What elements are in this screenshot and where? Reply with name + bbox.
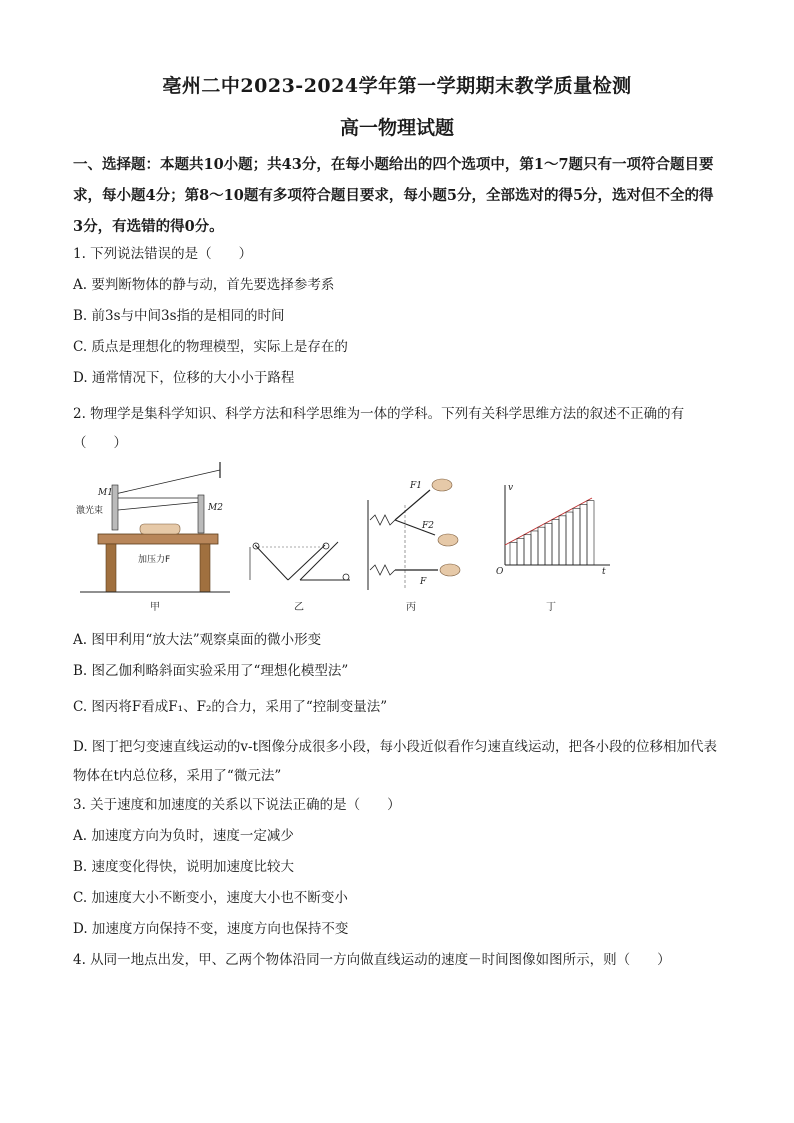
label-f2: F2 <box>422 521 434 531</box>
vt-strip <box>531 531 538 565</box>
question-3-option-d: D. 加速度方向保持不变，速度方向也保持不变 <box>73 921 349 937</box>
vt-strip <box>580 504 587 565</box>
question-1-option-c: C. 质点是理想化的物理模型，实际上是存在的 <box>73 339 348 355</box>
question-2-option-b: B. 图乙伽利略斜面实验采用了“理想化模型法” <box>73 663 349 679</box>
question-3-option-b: B. 速度变化得快，说明加速度比较大 <box>73 859 295 875</box>
vt-strip <box>538 527 545 565</box>
question-2-option-c: C. 图丙将F看成F₁、F₂的合力，采用了“控制变量法” <box>73 699 388 715</box>
question-2-option-d: D. 图丁把匀变速直线运动的v-t图像分成很多小段，每小段近似看作匀速直线运动，把各小段的位移相加代表物体在t内总位移，采用了“微元法” <box>73 739 718 784</box>
caption-yi: 乙 <box>294 602 304 613</box>
question-2-stem: 2. 物理学是集科学知识、科学方法和科学思维为一体的学科。下列有关科学思维方法的叙述不正确的有（ ） <box>73 406 685 451</box>
vt-strip <box>524 535 531 565</box>
figure-jia <box>76 462 230 613</box>
question-1-stem: 1. 下列说法错误的是（ ） <box>73 246 253 262</box>
label-f: F <box>420 577 427 587</box>
figure-ding <box>496 483 610 613</box>
exam-subtitle: 高一物理试题 <box>339 117 454 139</box>
vt-strip <box>552 520 559 565</box>
question-3-option-a: A. 加速度方向为负时，速度一定减少 <box>73 828 294 844</box>
caption-ding: 丁 <box>546 602 556 613</box>
question-1-option-b: B. 前3s与中间3s指的是相同的时间 <box>73 308 285 324</box>
label-force: 加压力F <box>138 555 171 565</box>
caption-bing: 丙 <box>406 602 416 613</box>
label-m1: M1 <box>98 488 113 498</box>
figure-yi <box>250 542 350 613</box>
question-4-stem: 4. 从同一地点出发，甲、乙两个物体沿同一方向做直线运动的速度－时间图像如图所示，则（ ） <box>73 952 671 968</box>
question-2-figure <box>70 450 630 620</box>
vt-strip <box>559 516 566 565</box>
caption-jia: 甲 <box>150 602 160 613</box>
label-o: O <box>496 567 504 577</box>
figure-bing <box>368 479 460 613</box>
question-1-option-d: D. 通常情况下，位移的大小小于路程 <box>73 370 295 386</box>
exam-title: 亳州二中2023-2024学年第一学期期末教学质量检测 <box>162 75 632 97</box>
label-m2: M2 <box>208 503 223 513</box>
vt-strip <box>587 501 594 565</box>
section-instructions: 一、选择题：本题共10小题；共43分，在每小题给出的四个选项中，第1～7题只有一项符合题目要求，每小题4分；第8～10题有多项符合题目要求，每小题5分，全部选对的得5分，选对但不全的得3分，有选错的得0分。 <box>73 156 714 235</box>
question-3-option-c: C. 加速度大小不断变小，速度大小也不断变小 <box>73 890 348 906</box>
question-2-option-a: A. 图甲利用“放大法”观察桌面的微小形变 <box>73 632 322 648</box>
vt-strip <box>573 508 580 565</box>
vt-strip <box>545 523 552 565</box>
figure-svg <box>70 450 630 620</box>
label-t: t <box>602 567 606 577</box>
vt-strip <box>517 539 524 565</box>
question-1-option-a: A. 要判断物体的静与动，首先要选择参考系 <box>73 277 335 293</box>
label-laser: 激光束 <box>76 506 104 516</box>
vt-strip <box>510 542 517 565</box>
question-3-stem: 3. 关于速度和加速度的关系以下说法正确的是（ ） <box>73 797 401 813</box>
label-f1: F1 <box>410 481 422 491</box>
label-v: v <box>508 483 514 493</box>
vt-strip <box>566 512 573 565</box>
